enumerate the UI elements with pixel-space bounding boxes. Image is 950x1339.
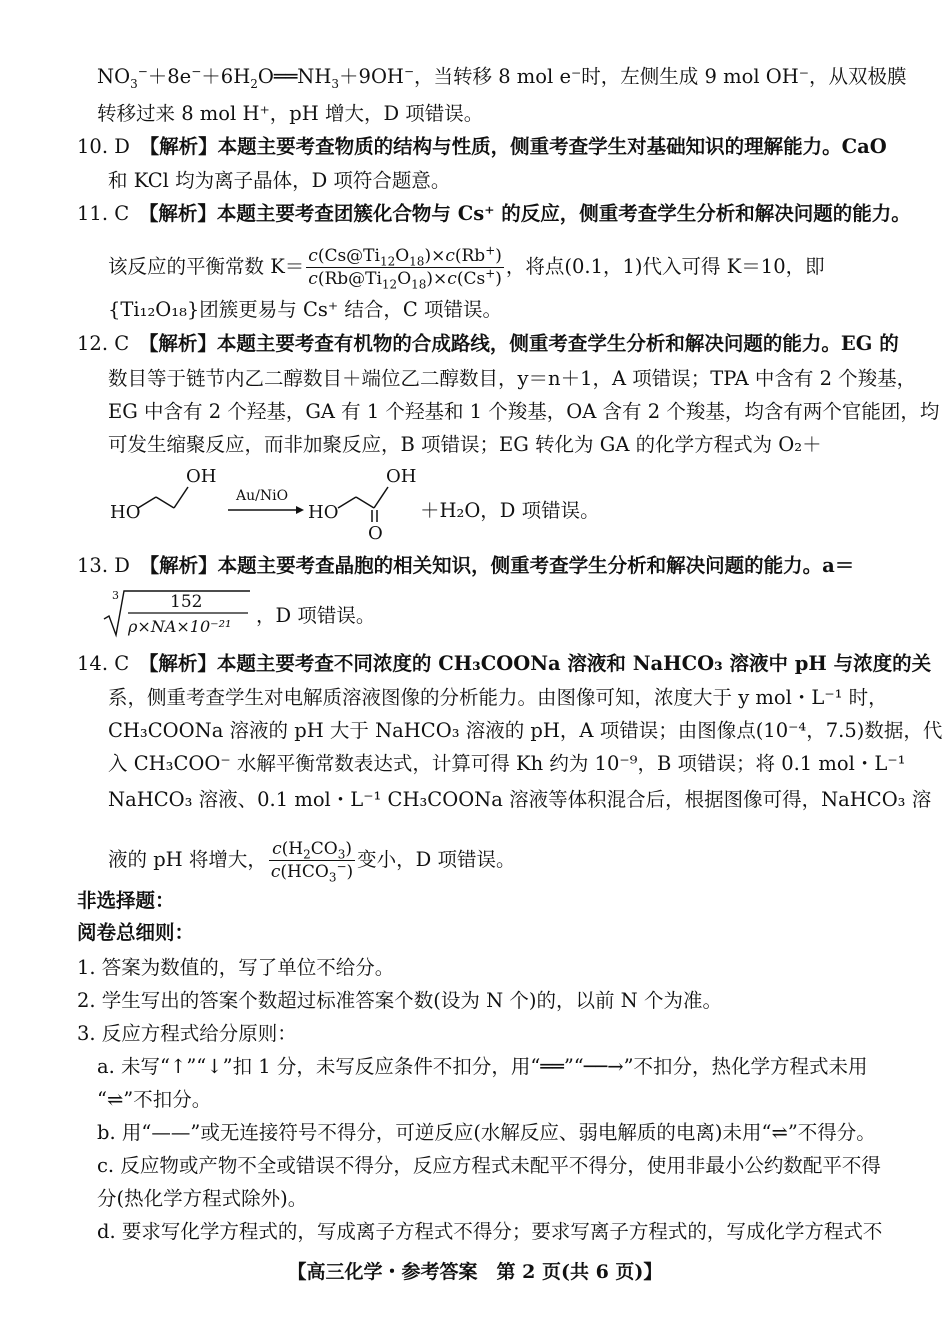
ga-ho-label: HO <box>308 502 339 523</box>
q14-line-2: 系，侧重考查学生对电解质溶液图像的分析能力。由图像可知，浓度大于 y mol・L⁻¹ 时， <box>108 686 888 709</box>
q12-line-3: EG 中含有 2 个羟基，GA 有 1 个羟基和 1 个羧基，OA 含有 2 个羧基，均含有两个官能团，均 <box>108 400 940 423</box>
rule-2: 2. 学生写出的答案个数超过标准答案个数(设为 N 个)的，以前 N 个为准。 <box>77 989 722 1012</box>
q10-line-2: 和 KCl 均为离子晶体，D 项符合题意。 <box>108 169 451 192</box>
eg-bond-2 <box>156 497 174 508</box>
q14-line-6 <box>108 838 516 883</box>
q11-line-1 <box>77 201 911 227</box>
section-heading: 非选择题： <box>77 889 175 912</box>
q14-line-5: NaHCO₃ 溶液、0.1 mol・L⁻¹ CH₃COONa 溶液等体积混合后，根据图像可得，NaHCO₃ 溶 <box>108 788 932 811</box>
rule-3c-line-1: c. 反应物或产物不全或错误不得分，反应方程式未配平不得分，使用非最小公约数配平不得 <box>97 1154 881 1177</box>
cube-root-expression <box>100 585 260 641</box>
eg-to-ga-reaction-scheme <box>100 460 430 542</box>
continuation-line-2: 转移过来 8 mol H⁺，pH 增大，D 项错误。 <box>97 102 484 125</box>
root-numerator: 152 <box>170 592 203 612</box>
q14-line-3: CH₃COONa 溶液的 pH 大于 NaHCO₃ 溶液的 pH，A 项错误；由图像点(10⁻⁴，7.5)数据，代 <box>108 719 943 742</box>
reaction-arrowhead <box>296 506 304 514</box>
q10-tag: 【解析】 <box>149 135 218 158</box>
eg-oh-label: OH <box>186 466 217 487</box>
carbonate-ratio-fraction: $\frac{c(H_2CO_3)}{c(HCO_3^-)}$ <box>270 839 354 885</box>
q14-number: 14. C <box>77 652 130 675</box>
q14-line-1 <box>77 651 931 677</box>
rule-3a-line-1: a. 未写“↑”“↓”扣 1 分，未写反应条件不扣分，用“══”“──→”不扣分，热化学方程式未用 <box>97 1055 868 1078</box>
q12-line-4: 可发生缩聚反应，而非加聚反应，B 项错误；EG 转化为 GA 的化学方程式为 O₂＋ <box>108 433 822 456</box>
rule-3d: d. 要求写化学方程式的，写成离子方程式不得分；要求写离子方程式的，写成化学方程式不 <box>97 1220 883 1243</box>
q10-number: 10. D <box>77 135 130 158</box>
q13-tag: 【解析】 <box>149 554 218 577</box>
q14-tag: 【解析】 <box>148 652 217 675</box>
q11-text-1: 本题主要考查团簇化合物与 Cs⁺ 的反应，侧重考查学生分析和解决问题的能力。 <box>216 202 911 225</box>
eg-bond-3 <box>174 487 188 508</box>
q13-number: 13. D <box>77 554 130 577</box>
q14-text-1: 本题主要考查不同浓度的 CH₃COONa 溶液和 NaHCO₃ 溶液中 pH 与浓度的关 <box>216 652 932 675</box>
rule-3c-line-2: 分(热化学方程式除外)。 <box>97 1187 308 1210</box>
continuation-line-1: $NO_3^-+8e^-+6H_2O══NH_3+9OH^-$，当转移 8 mol e⁻时，左侧生成 9 mol OH⁻，从双极膜 <box>97 64 907 91</box>
q12-text-1: 本题主要考查有机物的合成路线，侧重考查学生分析和解决问题的能力。EG 的 <box>216 332 899 355</box>
q10-line-1 <box>77 134 887 160</box>
q11-line-2 <box>108 245 825 290</box>
rule-3a-line-2: “⇌”不扣分。 <box>97 1088 212 1111</box>
rule-3b: b. 用“——”或无连接符号不得分，可逆反应(水解反应、弱电解质的电离)未用“⇌”不得分。 <box>97 1121 876 1144</box>
ga-oh-label: OH <box>386 466 417 487</box>
page-footer: 【高三化学・参考答案 第 2 页(共 6 页)】 <box>287 1261 663 1283</box>
q13-line-1 <box>77 553 854 579</box>
q11-text-2-post: ，将点(0.1，1)代入可得 K＝10，即 <box>505 255 825 278</box>
ga-bond-2 <box>356 497 374 508</box>
equilibrium-constant-fraction: $\frac{c(Cs@Ti_{12}O_{18})\times c(Rb^+)}{c(Rb@Ti_{12}O_{18})\times c(Cs^+)}$ <box>308 243 502 292</box>
q14-text-6-pre: 液的 pH 将增大， <box>108 848 267 871</box>
continuation-line-1-tail: ，当转移 8 mol e⁻时，左侧生成 9 mol OH⁻，从双极膜 <box>414 65 907 88</box>
q12-number: 12. C <box>77 332 130 355</box>
q11-number: 11. C <box>77 202 130 225</box>
q12-tag: 【解析】 <box>148 332 217 355</box>
rule-1: 1. 答案为数值的，写了单位不给分。 <box>77 956 395 979</box>
ga-bond-3 <box>374 487 388 508</box>
q13-text-1: 本题主要考查晶胞的相关知识，侧重考查学生分析和解决问题的能力。a＝ <box>217 554 855 577</box>
root-denominator: ρ×NA×10⁻²¹ <box>128 617 232 636</box>
grading-rules-heading: 阅卷总细则： <box>77 921 195 944</box>
ga-carbonyl-o-label: O <box>368 523 383 542</box>
rule-3: 3. 反应方程式给分原则： <box>77 1022 297 1045</box>
q11-line-3: {Ti₁₂O₁₈}团簇更易与 Cs⁺ 结合，C 项错误。 <box>108 298 503 321</box>
root-index: 3 <box>112 589 119 602</box>
q14-text-6-post: 变小，D 项错误。 <box>357 848 516 871</box>
q12-line-1 <box>77 331 899 357</box>
q10-text-1: 本题主要考查物质的结构与性质，侧重考查学生对基础知识的理解能力。CaO <box>217 135 887 158</box>
q13-line-2-tail: ，D 项错误。 <box>256 604 376 627</box>
ga-bond-1 <box>338 497 356 508</box>
q14-line-4: 入 CH₃COO⁻ 水解平衡常数表达式，计算可得 Kh 约为 10⁻⁹，B 项错误；将 0.1 mol・L⁻¹ <box>108 752 906 775</box>
catalyst-label: Au/NiO <box>236 488 289 504</box>
eg-ho-label: HO <box>110 502 141 523</box>
q11-tag: 【解析】 <box>148 202 217 225</box>
q12-equation-tail: ＋H₂O，D 项错误。 <box>420 499 600 522</box>
eg-bond-1 <box>138 497 156 508</box>
q11-text-2-pre: 该反应的平衡常数 K＝ <box>108 255 305 278</box>
q12-line-2: 数目等于链节内乙二醇数目＋端位乙二醇数目，y＝n＋1，A 项错误；TPA 中含有 2 个羧基， <box>108 367 917 390</box>
